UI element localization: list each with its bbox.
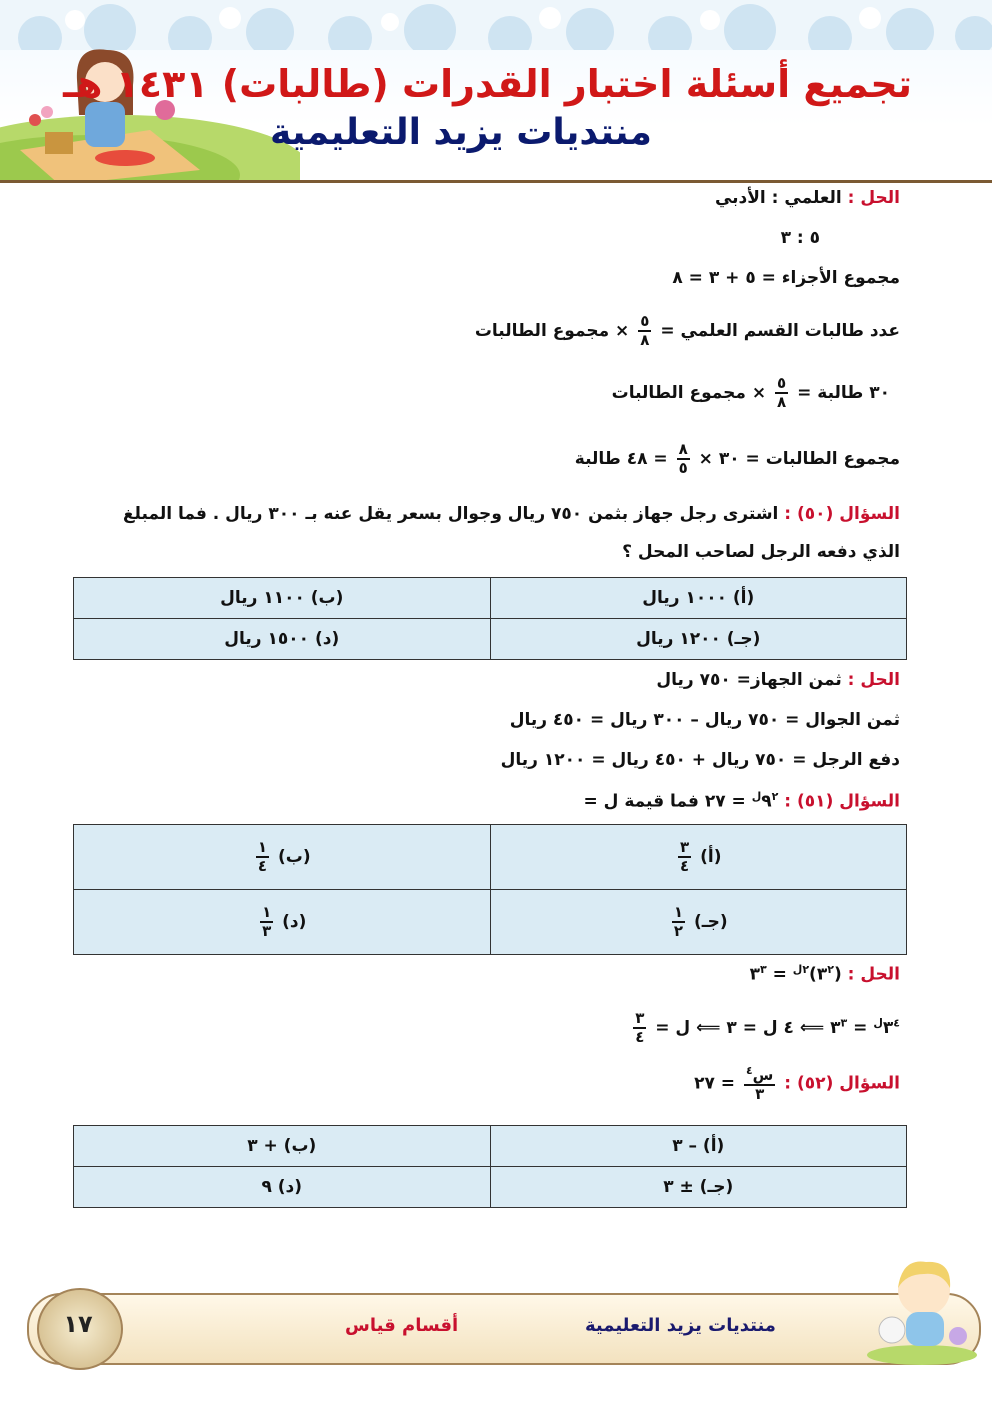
numerator: ٥ [640, 312, 650, 330]
fraction [678, 840, 691, 874]
option-a[interactable]: (أ) ١٠٠٠ ريال [490, 578, 907, 619]
denominator: ٤ [635, 1028, 645, 1046]
denominator: ٨ [640, 331, 650, 349]
exponent: ٤ [745, 1064, 753, 1077]
fraction [775, 376, 788, 410]
numerator: ٣ [635, 1009, 645, 1027]
exponent: ٤ل [873, 1016, 900, 1030]
denominator: ٣ [755, 1085, 765, 1103]
options-row [74, 1126, 907, 1167]
question-text: = ٢٧ فما قيمة ل = [583, 791, 746, 812]
denominator: ٥ [678, 459, 688, 477]
solution-step [630, 1011, 900, 1045]
question-text: اشترى رجل جهاز بثمن ٧٥٠ ريال وجوال بسعر يقل عنه بـ ٣٠٠ ريال . فما المبلغ [122, 504, 779, 524]
option-c[interactable]: (جـ) ± ٣ [490, 1167, 907, 1208]
fraction [638, 314, 651, 348]
solution-line [656, 670, 900, 690]
solution-step: دفع الرجل = ٧٥٠ ريال + ٤٥٠ ريال = ١٢٠٠ ريال [500, 750, 900, 770]
baby-illustration [862, 1250, 982, 1365]
ratio-values: ٥ : ٣ [780, 228, 820, 248]
fraction [672, 905, 685, 939]
numerator: ١ [673, 903, 684, 921]
option-prefix: (ب) [277, 847, 311, 867]
girl-illustration [15, 40, 195, 175]
option-b[interactable]: (ب) + ٣ [74, 1126, 491, 1167]
footer-section: أقسام قياس [345, 1315, 459, 1336]
numerator: ٣ [680, 838, 690, 856]
page-number: ١٧ [63, 1310, 93, 1338]
math-text: (٣ [816, 964, 842, 985]
formula-text: = ٤٨ طالبة [574, 449, 668, 469]
math-text: = ٣ [830, 1018, 868, 1038]
formula-text: مجموع الطالبات = ٣٠ × [698, 449, 900, 469]
formula-text: ٣٠ طالبة = [797, 383, 890, 403]
options-row [74, 1167, 907, 1208]
solution-line [750, 963, 900, 985]
fraction [256, 840, 269, 874]
formula-text: عدد طالبات القسم العلمي = [660, 321, 900, 341]
header-title: تجميع أسئلة اختبار القدرات (طالبات) ١٤٣١ هـ [63, 62, 912, 106]
options-row [74, 578, 907, 619]
header-subtitle: منتديات يزيد التعليمية [270, 112, 652, 153]
fraction [260, 905, 273, 939]
options-table-q52 [73, 1125, 907, 1208]
exponent: ٢ [827, 963, 834, 976]
question-label: السؤال (٥٠) : [784, 504, 900, 524]
option-d[interactable] [74, 890, 491, 955]
question-text: ٩ [761, 791, 772, 812]
exponent: ٢ل [792, 963, 810, 976]
option-d[interactable]: (د) ٩ [74, 1167, 491, 1208]
numerator: ١ [262, 903, 272, 921]
ratio-heading: العلمي : الأدبي [714, 188, 842, 208]
math-text: ) [809, 964, 817, 985]
question-label: السؤال (٥١) : [784, 791, 900, 812]
question-50 [123, 504, 900, 524]
exponent: ٣ [759, 963, 767, 976]
denominator: ٢ [673, 922, 684, 940]
option-a[interactable] [490, 825, 907, 890]
solution-label: الحل : [847, 188, 900, 208]
option-c[interactable]: (جـ) ١٢٠٠ ريال [490, 619, 907, 660]
solution-step: ثمن الجوال = ٧٥٠ ريال – ٣٠٠ ريال = ٤٥٠ ريال [509, 710, 900, 730]
option-d[interactable]: (د) ١٥٠٠ ريال [74, 619, 491, 660]
total-students-line [575, 442, 900, 476]
math-text: ٣ [882, 1018, 894, 1038]
fraction [744, 1065, 775, 1102]
equation-line [612, 376, 890, 410]
options-row [74, 619, 907, 660]
solution-label: الحل : [847, 964, 900, 985]
options-row [74, 890, 907, 955]
numerator: ١ [257, 838, 268, 856]
option-b[interactable]: (ب) ١١٠٠ ريال [74, 578, 491, 619]
fraction [677, 442, 690, 476]
question-label: السؤال (٥٢) : [784, 1073, 900, 1094]
solution-step: ثمن الجهاز= ٧٥٠ ريال [656, 670, 842, 690]
parts-sum: مجموع الأجزاء = ٥ + ٣ = ٨ [672, 268, 900, 288]
variable: س [752, 1066, 774, 1084]
footer-site-name: منتديات يزيد التعليمية [585, 1315, 776, 1336]
denominator: ٤ [680, 857, 690, 875]
option-prefix: (د) [282, 912, 307, 932]
math-text: ⟸ ٤ ل = ٣ ⟸ ل = [655, 1018, 825, 1038]
fraction [633, 1011, 646, 1045]
numerator: ٥ [777, 374, 787, 392]
options-table-q50 [73, 577, 907, 660]
denominator: ٣ [262, 922, 272, 940]
option-b[interactable] [74, 825, 491, 890]
science-count-formula [475, 314, 900, 348]
exponent: ٢ل [751, 790, 779, 803]
options-table-q51 [73, 824, 907, 955]
option-prefix: (أ) [700, 847, 722, 867]
numerator: ٨ [678, 440, 688, 458]
options-row [74, 825, 907, 890]
formula-text: × مجموع الطالبات [611, 383, 767, 403]
math-text: = ٣ [749, 964, 787, 985]
page-header [0, 0, 992, 183]
page-footer [27, 1293, 981, 1365]
option-prefix: (جـ) [693, 912, 728, 932]
solution-line [715, 188, 900, 208]
denominator: ٨ [777, 393, 787, 411]
denominator: ٤ [257, 857, 268, 875]
solution-label: الحل : [847, 670, 900, 690]
question-52 [694, 1065, 900, 1102]
formula-text: × مجموع الطالبات [474, 321, 630, 341]
exponent: ٣ [840, 1016, 848, 1030]
question-50-cont: الذي دفعه الرجل لصاحب المحل ؟ [622, 542, 900, 562]
question-51 [584, 790, 901, 812]
math-text: = ٢٧ [694, 1073, 736, 1094]
numerator [744, 1065, 775, 1086]
option-a[interactable]: (أ) – ٣ [490, 1126, 907, 1167]
option-c[interactable] [490, 890, 907, 955]
